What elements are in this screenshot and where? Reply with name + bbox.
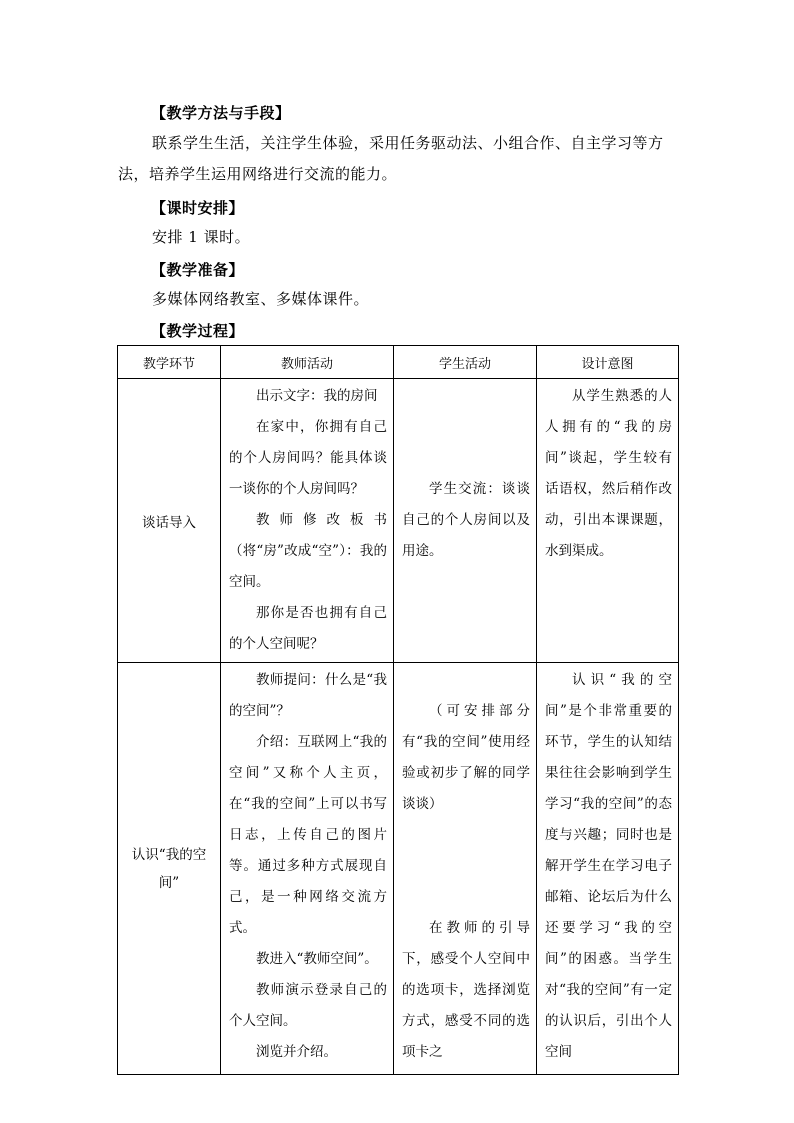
method-paragraph: 联系学生生活，关注学生体验，采用任务驱动法、小组合作、自主学习等方法，培养学生运用网络进行交流的能力。 bbox=[118, 134, 664, 183]
stage-label: 谈话导入 bbox=[142, 514, 196, 531]
header-intent: 设计意图 bbox=[537, 346, 679, 379]
schedule-heading: 【课时安排】 bbox=[151, 199, 245, 217]
student-line: 在教师的引导下，感受个人空间中的选项卡，选择浏览方式，感受不同的选项卡之 bbox=[402, 920, 530, 1060]
header-student: 学生活动 bbox=[394, 346, 537, 379]
stage-cell bbox=[118, 379, 221, 663]
teacher-line: 在家中，你拥有自己的个人房间吗？能具体谈一谈你的个人房间吗？ bbox=[229, 419, 387, 497]
teacher-line: 那你是否也拥有自己的个人空间呢？ bbox=[229, 605, 387, 652]
stage-cell bbox=[118, 663, 221, 1075]
prep-heading: 【教学准备】 bbox=[151, 261, 245, 279]
student-cell bbox=[394, 379, 537, 663]
teacher-line: 教师提问：什么是“我的空间”？ bbox=[229, 672, 387, 719]
intent-line: 从学生熟悉的人人拥有的“我的房间”谈起，学生较有话语权，然后稍作改动，引出本课课题，水到渠成。 bbox=[545, 388, 672, 559]
method-heading: 【教学方法与手段】 bbox=[151, 104, 291, 122]
header-teacher: 教师活动 bbox=[221, 346, 394, 379]
teacher-line: 浏览并介绍。 bbox=[256, 1044, 337, 1060]
stage-label: 认识“我的空间” bbox=[131, 846, 207, 891]
teaching-process-table bbox=[117, 345, 679, 1075]
student-line: 学生交流：谈谈自己的个人房间以及用途。 bbox=[402, 481, 530, 559]
teacher-cell bbox=[221, 663, 394, 1075]
teacher-line: 教进入“教师空间”。 bbox=[256, 951, 378, 967]
process-heading: 【教学过程】 bbox=[151, 322, 245, 340]
teacher-line: 教师演示登录自己的个人空间。 bbox=[229, 982, 387, 1029]
teacher-cell bbox=[221, 379, 394, 663]
intent-line: 认识“我的空间”是个非常重要的环节，学生的认知结果往往会影响到学生学习“我的空间”的态度与兴趣；同时也是解开学生在学习电子邮箱、论坛后为什么还要学习“我的空间”的困惑。当学生对“我的空间”有一定的认识后，引出个人空间 bbox=[545, 672, 672, 1060]
header-stage: 教学环节 bbox=[118, 346, 221, 379]
teacher-line: 教师修改板书（将“房”改成“空”）：我的空间。 bbox=[229, 512, 387, 590]
prep-paragraph: 多媒体网络教室、多媒体课件。 bbox=[152, 290, 370, 308]
intent-cell bbox=[537, 379, 679, 663]
teacher-line: 出示文字：我的房间 bbox=[256, 388, 378, 404]
schedule-paragraph: 安排 1 课时。 bbox=[152, 228, 251, 246]
intent-cell bbox=[537, 663, 679, 1075]
table-header-row bbox=[118, 346, 679, 379]
student-line: （可安排部分有“我的空间”使用经验或初步了解的同学谈谈） bbox=[402, 703, 530, 812]
table-row bbox=[118, 379, 679, 663]
table-row bbox=[118, 663, 679, 1075]
student-cell bbox=[394, 663, 537, 1075]
teacher-line: 介绍：互联网上“我的空间”又称个人主页，在“我的空间”上可以书写日志，上传自己的图片等。通过多种方式展现自己，是一种网络交流方式。 bbox=[229, 734, 387, 936]
